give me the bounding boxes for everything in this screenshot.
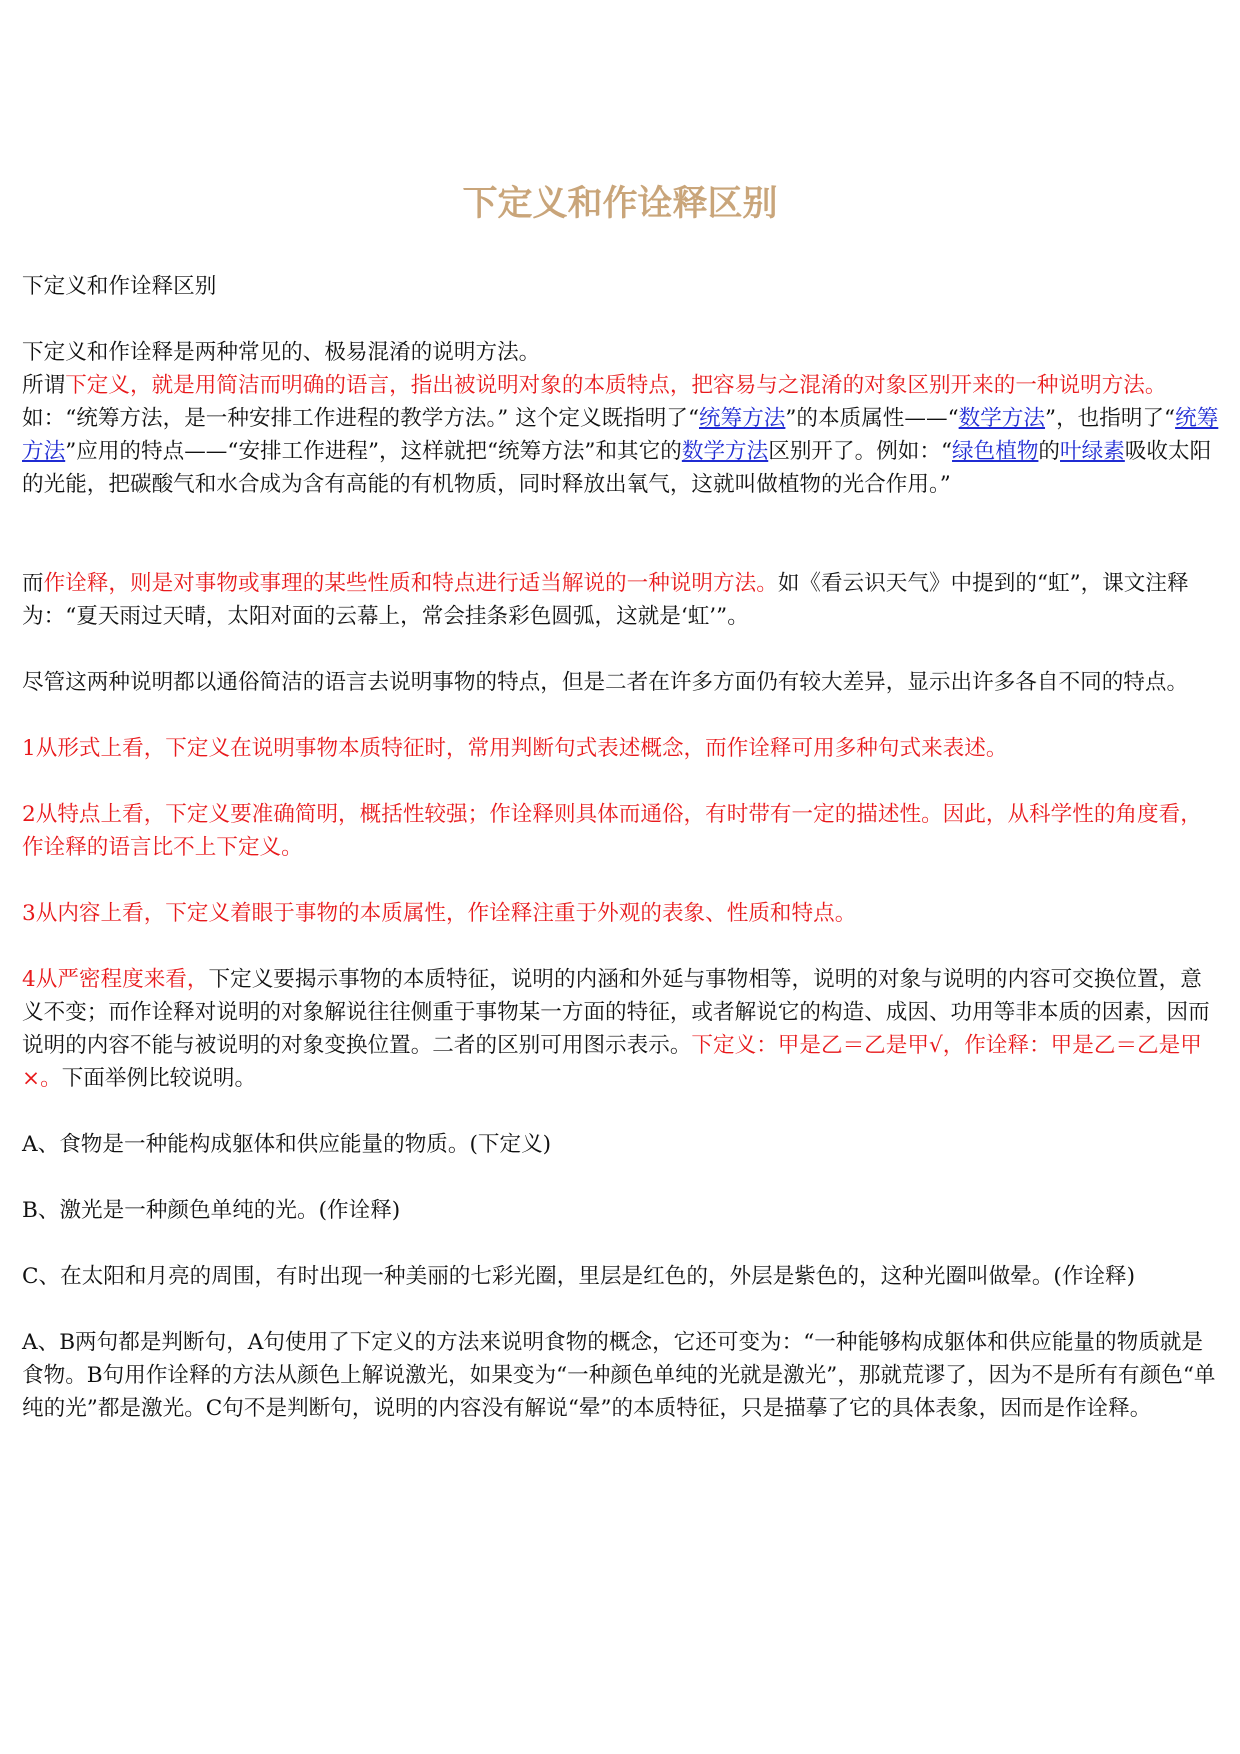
link-shuxue-fangfa[interactable]: 数学方法 bbox=[958, 406, 1046, 431]
definition-paragraph bbox=[22, 369, 1220, 501]
link-lvse-zhiwu[interactable]: 绿色植物 bbox=[952, 439, 1039, 464]
spacer bbox=[22, 501, 1220, 567]
intro-paragraph: 下定义和作诠释是两种常见的、极易混淆的说明方法。 bbox=[22, 340, 541, 365]
link-yelvsu[interactable]: 叶绿素 bbox=[1060, 439, 1125, 464]
text-segment: ”，也指明了“ bbox=[1045, 406, 1176, 431]
text-segment: 如《看云识天气》中提到的“虹”，课文注释为：“夏天雨过天晴，太阳对面的云幕上，常会挂条彩色圆弧，这就是‘虹’”。 bbox=[22, 571, 1189, 629]
text-segment: 所谓 bbox=[22, 373, 66, 398]
text-segment: 区别开了。例如：“ bbox=[768, 439, 953, 464]
spacer bbox=[22, 930, 1220, 963]
spacer bbox=[22, 765, 1220, 798]
spacer bbox=[22, 1095, 1220, 1128]
link-tongchou-fangfa[interactable]: 统筹方法 bbox=[699, 406, 786, 431]
spacer bbox=[22, 303, 1220, 336]
subtitle: 下定义和作诠释区别 bbox=[22, 274, 217, 299]
point-1: 1从形式上看，下定义在说明事物本质特征时，常用判断句式表述概念，而作诠释可用多种句式来表述。 bbox=[22, 736, 1008, 761]
link-shuxue-fangfa-2[interactable]: 数学方法 bbox=[681, 439, 769, 464]
spacer bbox=[22, 864, 1220, 897]
text-segment: 下面举例比较说明。 bbox=[61, 1066, 257, 1091]
point-3: 3从内容上看，下定义着眼于事物的本质属性，作诠释注重于外观的表象、性质和特点。 bbox=[22, 901, 857, 926]
text-segment: 而 bbox=[22, 571, 44, 596]
spacer bbox=[22, 699, 1220, 732]
spacer bbox=[22, 1293, 1220, 1326]
analysis-paragraph: A、B两句都是判断句，A句使用了下定义的方法来说明食物的概念，它还可变为：“一种能够构成躯体和供应能量的物质就是食物。B句用作诠释的方法从颜色上解说激光，如果变为“一种颜色单纯的光就是激光”，那就荒谬了，因为不是所有有颜色“单纯的光”都是激光。C句不是判断句，说明的内容没有解说“晕”的本质特征，只是描摹了它的具体表象，因而是作诠释。 bbox=[22, 1330, 1216, 1421]
text-segment: 下定义要揭示事物的本质特征，说明的内涵和外延与事物相等，说明的对象与说明的内容可交换位置，意义不变；而作诠释对说明的对象解说往往侧重于事物某一方面的特征，或者解说它的构造、成因、功用等非本质的因素，因而说明的内容不能与被说明的对象变换位置。二者的区别可用图示表示。 bbox=[22, 967, 1210, 1058]
point-4 bbox=[22, 963, 1220, 1095]
example-c: C、在太阳和月亮的周围，有时出现一种美丽的七彩光圈，里层是红色的，外层是紫色的，这种光圈叫做晕。(作诠释) bbox=[22, 1264, 1136, 1289]
text-segment: 如：“统筹方法，是一种安排工作进程的教学方法。” 这个定义既指明了“ bbox=[22, 406, 699, 431]
point-4-heading: 4从严密程度来看， bbox=[22, 967, 209, 992]
spacer bbox=[22, 633, 1220, 666]
explanation-highlight: 作诠释，则是对事物或事理的某些性质和特点进行适当解说的一种说明方法。 bbox=[43, 571, 778, 596]
text-segment: 的 bbox=[1038, 439, 1061, 464]
spacer bbox=[22, 1227, 1220, 1260]
document-body bbox=[22, 270, 1220, 1425]
text-segment: ”应用的特点——“安排工作进程”，这样就把“统筹方法”和其它的 bbox=[65, 439, 682, 464]
definition-highlight: 下定义，就是用简洁而明确的语言，指出被说明对象的本质特点，把容易与之混淆的对象区别开来的一种说明方法。 bbox=[65, 373, 1167, 398]
comparison-paragraph: 尽管这两种说明都以通俗简洁的语言去说明事物的特点，但是二者在许多方面仍有较大差异，显示出许多各自不同的特点。 bbox=[22, 670, 1189, 695]
point-4-formula: 下定义：甲是乙＝乙是甲√，作诠释：甲是乙＝乙是甲×。 bbox=[22, 1033, 1202, 1091]
point-2: 2从特点上看，下定义要准确简明，概括性较强；作诠释则具体而通俗，有时带有一定的描述性。因此，从科学性的角度看，作诠释的语言比不上下定义。 bbox=[22, 802, 1202, 860]
explanation-paragraph bbox=[22, 567, 1220, 633]
text-segment: ”的本质属性——“ bbox=[785, 406, 959, 431]
link-tongchou-fangfa-2[interactable]: 统筹方法 bbox=[22, 406, 1219, 464]
example-a: A、食物是一种能构成躯体和供应能量的物质。(下定义) bbox=[22, 1132, 552, 1157]
example-b: B、激光是一种颜色单纯的光。(作诠释) bbox=[22, 1198, 401, 1223]
text-segment: 吸收太阳的光能，把碳酸气和水合成为含有高能的有机物质，同时释放出氧气，这就叫做植物的光合作用。” bbox=[22, 439, 1212, 497]
spacer bbox=[22, 1161, 1220, 1194]
page-title: 下定义和作诠释区别 bbox=[462, 184, 778, 224]
